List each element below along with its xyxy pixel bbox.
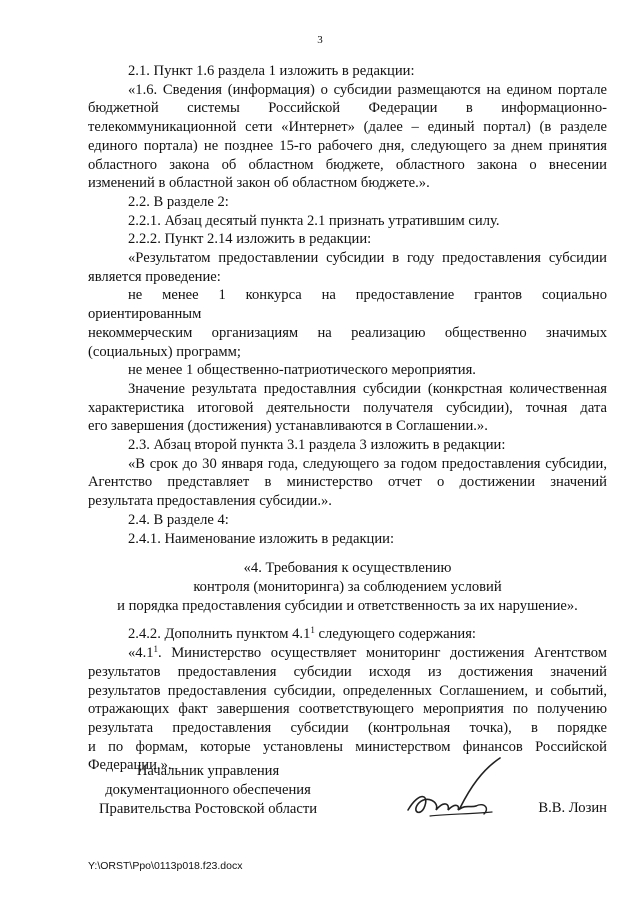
paragraph-1-6-last-line: изменений в областной закон об областном бюджете.».	[88, 175, 430, 192]
result-line-1: «Результатом предоставлении субсидии в году предоставления субсидии	[128, 250, 607, 267]
value-last-line: его завершения (достижения) устанавливаются в Соглашении.».	[88, 418, 488, 435]
value-line-1: Значение результата предоставлния субсидии (конкрстная количественная	[128, 380, 607, 397]
document-body	[88, 62, 607, 775]
paragraph-2-2-1: 2.2.1. Абзац десятый пункта 2.1 признать утратившим силу.	[128, 212, 500, 229]
section-4-heading	[88, 559, 607, 615]
paragraph-2-3: 2.3. Абзац второй пункта 3.1 раздела 3 изложить в редакции:	[128, 437, 506, 454]
monitor-superscript: 1	[153, 644, 159, 655]
monitor-line-6: и по формам, которые установлены министерством финансов Российской	[88, 738, 607, 755]
paragraph-2-1: 2.1. Пункт 1.6 раздела 1 изложить в редакции:	[128, 63, 415, 79]
deadline-line-2: Агентство представляет в министерство отчет о достижении значений	[88, 474, 607, 491]
handwritten-signature	[400, 750, 510, 825]
paragraph-2-4-1: 2.4.1. Наименование изложить в редакции:	[128, 530, 395, 547]
monitor-last-line: Федерации.».	[88, 757, 172, 774]
paragraph-2-4-2-tail: следующего содержания:	[314, 626, 476, 643]
superscript-1: 1	[310, 625, 315, 636]
section-4-heading-line-2: контроля (мониторинга) за соблюдением условий	[193, 578, 502, 595]
signatory-name: В.В. Лозин	[538, 800, 607, 816]
position-line-2: документационного обеспечения	[105, 782, 311, 798]
monitor-line-1-text: . Министерство осуществляет мониторинг достижения Агентством	[158, 645, 607, 662]
section-4-heading-line-1: «4. Требования к осуществлению	[243, 560, 452, 577]
deadline-last-line: результата предоставления субсидии.».	[88, 493, 332, 510]
result-last-line: является проведение:	[88, 268, 221, 285]
paragraph-1-6-line-3: телекоммуникационной сети «Интернет» (далее – единый портал) (в разделе	[88, 119, 607, 136]
position-line-1: Начальник управления	[136, 763, 280, 779]
section-4-heading-line-3: и порядка предоставления субсидии и ответственность за их нарушение».	[117, 597, 578, 614]
contest-line-1: не менее 1 конкурса на предоставление грантов социально ориентированным	[88, 287, 607, 323]
paragraph-2-2: 2.2. В разделе 2:	[128, 193, 229, 210]
monitor-line-3: результатов предоставления субсидии, определенных Соглашением, и событий,	[88, 682, 607, 699]
event-line: не менее 1 общественно-патриотического мероприятия.	[128, 362, 476, 379]
signatory-position	[88, 762, 328, 819]
monitor-line-4: отражающих факт завершения соответствующего мероприятия по получению	[88, 701, 607, 718]
paragraph-2-4-2-text: 2.4.2. Дополнить пунктом 4.1	[128, 626, 311, 643]
paragraph-2-2-2: 2.2.2. Пункт 2.14 изложить в редакции:	[128, 231, 372, 248]
monitor-line-5: результата предоставления субсидии (контрольная точка), в порядке	[88, 719, 607, 736]
paragraph-1-6-line-1: «1.6. Сведения (информация) о субсидии размещаются на едином портале	[128, 81, 607, 98]
paragraph-2-4: 2.4. В разделе 4:	[128, 511, 229, 528]
paragraph-2-4-2	[88, 625, 607, 644]
deadline-line-1: «В срок до 30 января года, следующего за годом предоставления субсидии,	[128, 455, 607, 472]
paragraph-1-6-line-2: бюджетной системы Российской Федерации в информационно-	[88, 100, 607, 117]
contest-line-2: некоммерческим организациям на реализацию общественно значимых	[88, 324, 607, 341]
file-path: Y:\ORST\Ppo\0113p018.f23.docx	[88, 860, 243, 872]
position-line-3: Правительства Ростовской области	[98, 801, 318, 817]
paragraph-1-6-line-5: областного закона об областном бюджете, областного закона о внесении	[88, 156, 607, 173]
monitor-line-2: результатов предоставления субсидии исходя из достижения значений	[88, 663, 607, 680]
monitor-number: «4.1	[128, 645, 154, 662]
contest-last-line: (социальных) программ;	[88, 343, 241, 360]
page-number: 3	[317, 34, 323, 46]
paragraph-1-6-line-4: единого портала) не позднее 15-го рабочего дня, следующего за днем принятия	[88, 137, 607, 154]
monitor-line-1	[88, 644, 607, 663]
value-line-2: характеристика итоговой деятельности получателя субсидии), точная дата	[88, 399, 607, 416]
